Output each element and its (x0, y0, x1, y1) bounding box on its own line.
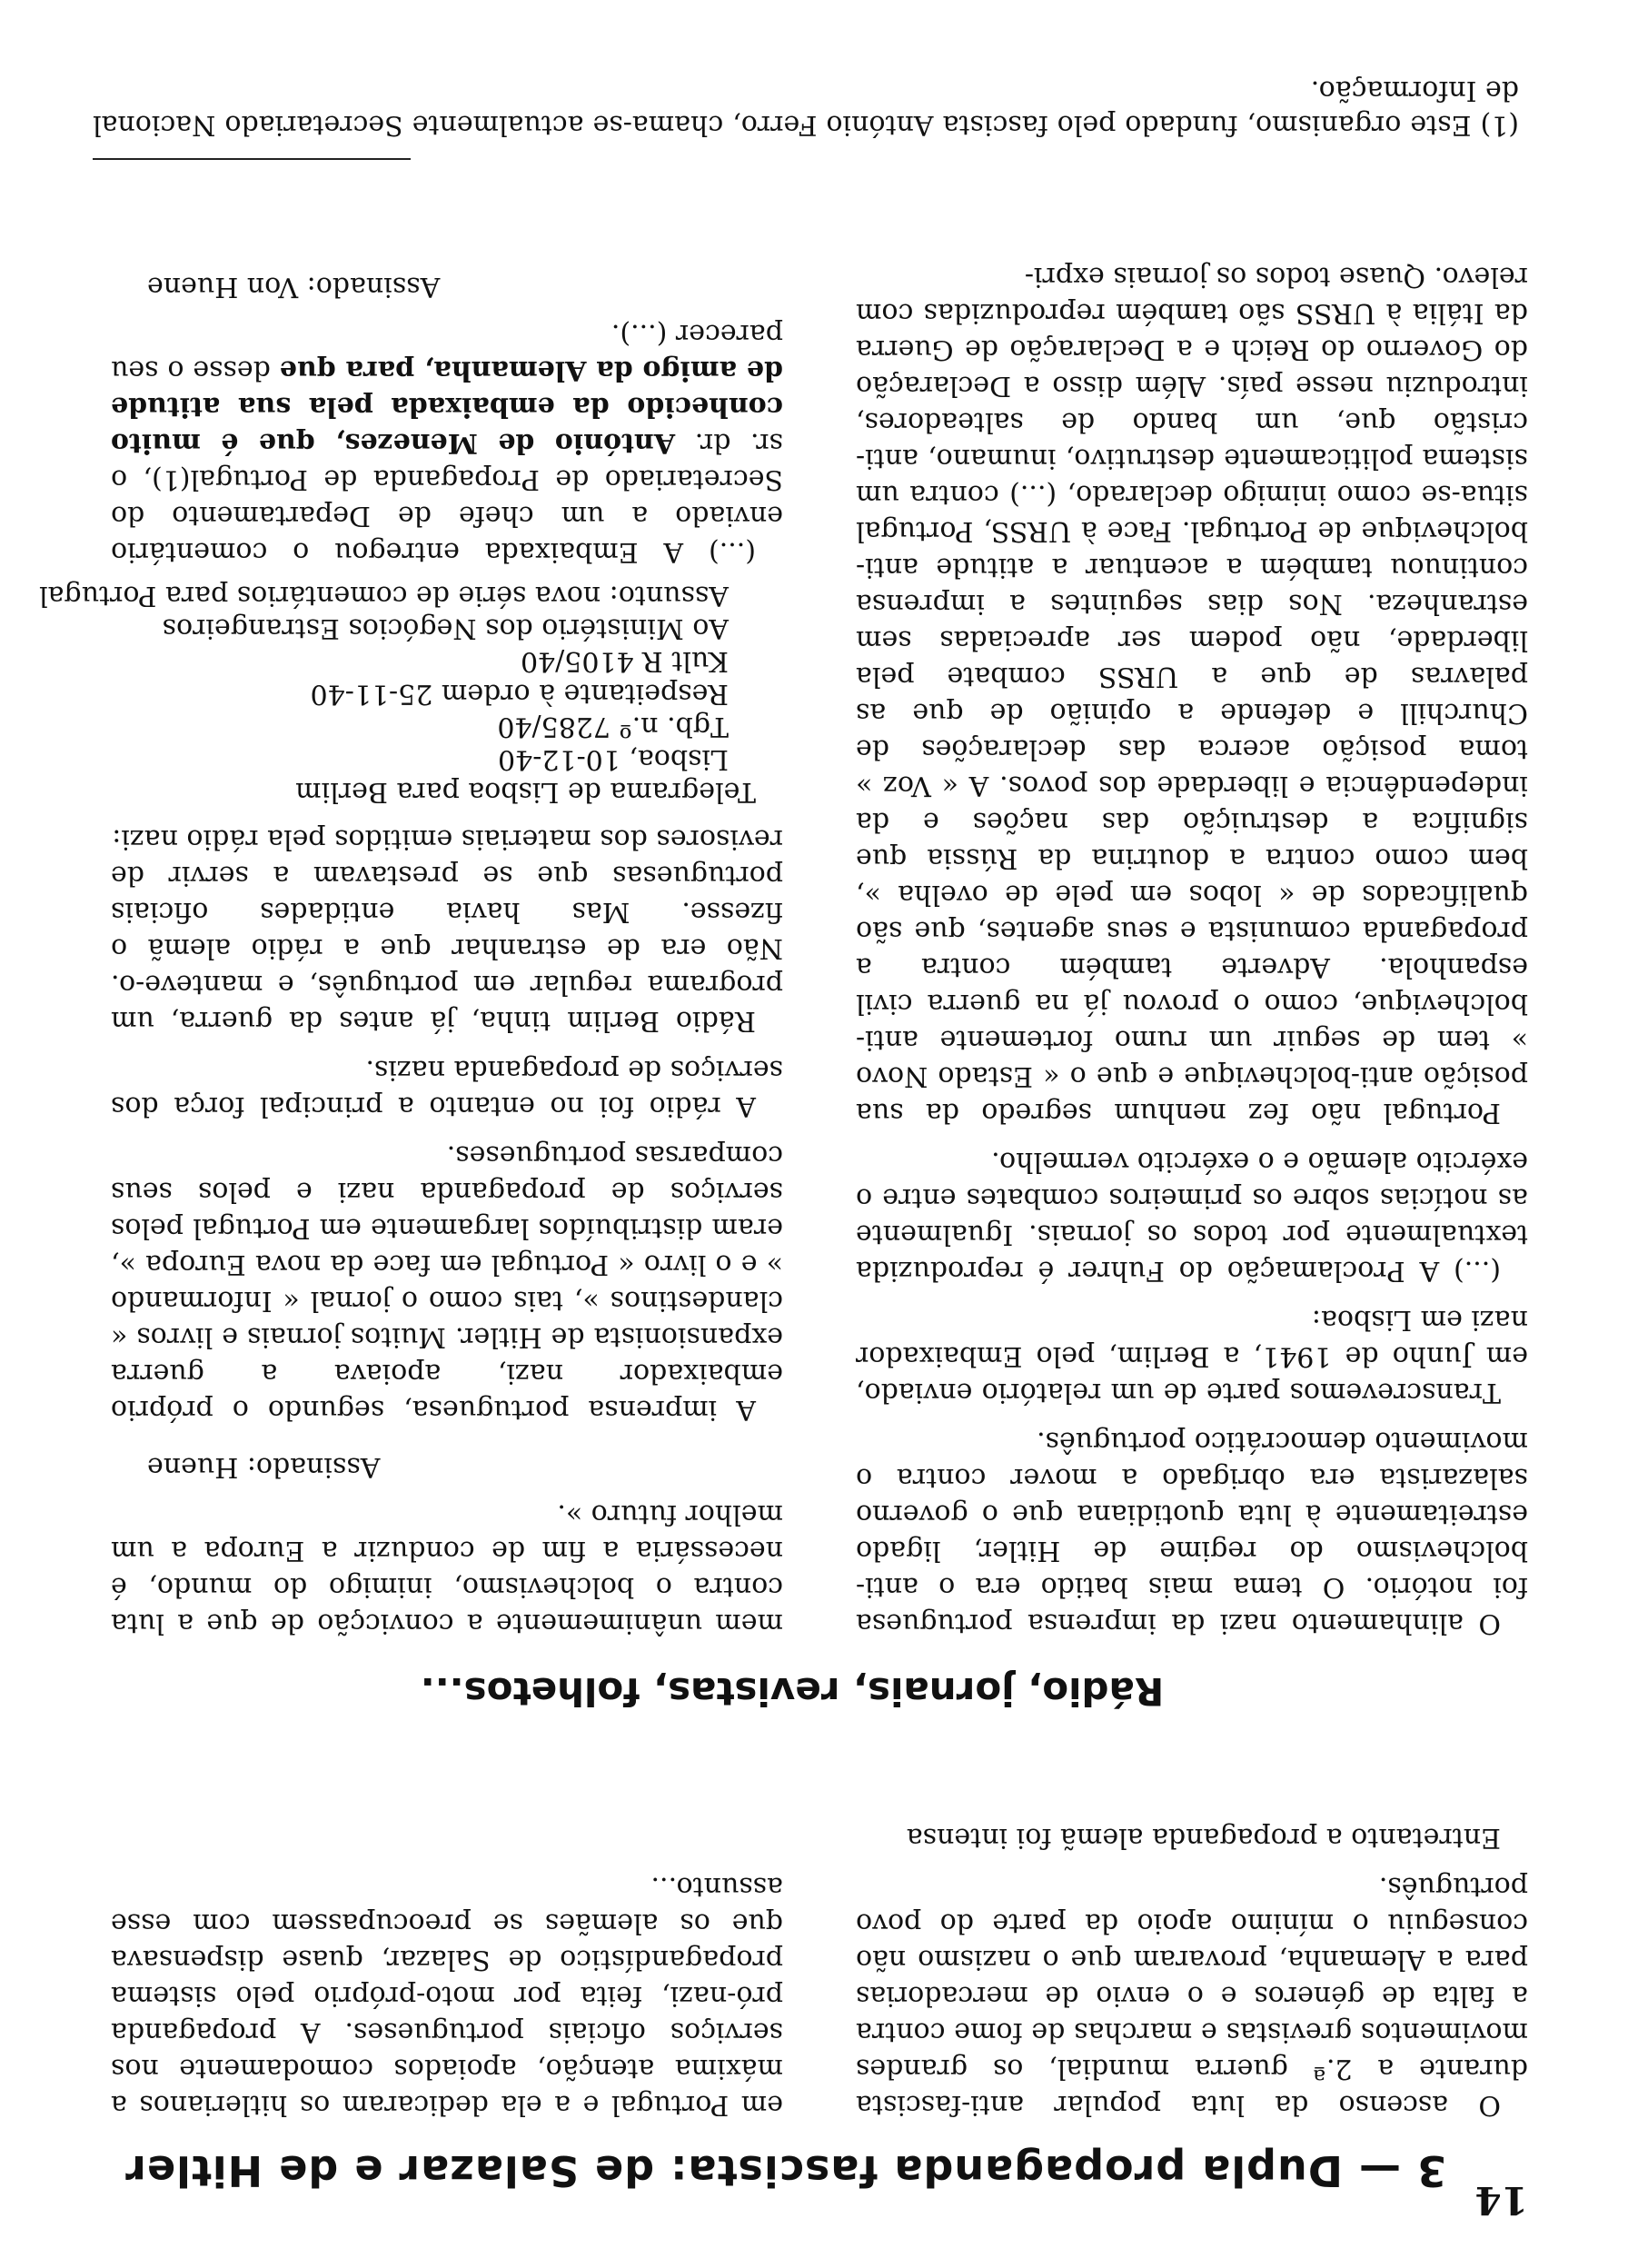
intro-right-column (111, 1855, 783, 2123)
section-title: Rádio, jornais, revistas, folhetos... (420, 1669, 1165, 1714)
telegram-line: Kult R 4105/40 (520, 645, 729, 677)
left-column (856, 245, 1528, 1641)
body-paragraph: A rádio foi no entanto a principal força dos serviços de propaganda nazis. (111, 1054, 783, 1122)
telegram-title: Telegrama de Lisboa para Berlim (295, 776, 756, 808)
quote-paragraph: Portugal não fez nenhum segredo da sua posição anti-bolchevique e que o « Estado Novo » tem de seguir um rumo fortemente anti-bolchevique, como o provou já na guerra civil espanhola. Adverte também contra a propaganda comunista e seus agentes, que são qualificados de « lobos em pele de ovelha », bem como contra a doutrina da Rússia que significa a destruição das nações e da independência e liberdade dos povos. A « Voz » toma posição acerca das declarações de Churchill e defende a opinião de que as palavras de que a URSS combate pela liberdade, não podem ser apreciadas sem estranheza. Nos dias seguintes a imprensa continuou também a acentuar a atitude anti-bolchevique de Portugal. Face à URSS, Portugal situa-se como inimigo declarado, (...) contra um sistema politicamente destrutivo, inumano, anti-cristão que, um bando de salteadores, introduziu nesse país. Além disso a Declaração do Governo do Reich e a Declaração de Guerra da Itália à URSS são também reproduzidas com relevo. Quase todos os jornais expri- (856, 261, 1528, 1129)
chapter-title: 3 — Dupla propaganda fascista: de Salazar e de Hitler (124, 2146, 1446, 2195)
telegram-line: Tgb. n.º 7285/40 (497, 711, 729, 742)
telegram-header (38, 579, 756, 808)
telegram-line: Respeitante à ordem 25-11-40 (310, 678, 729, 710)
footnote-divider (93, 158, 411, 160)
quote-paragraph: (...) A Proclamação do Fuhrer é reproduzida textualmente por todos os jornais. Igualmente as notícias sobre os primeiros combates entre o exército alemão e o exército vermelho. (856, 1146, 1528, 1287)
telegram-body-end: desse o seu parecer (...). (111, 318, 783, 386)
body-paragraph: Transcrevemos parte de um relatório enviado, em Junho de 1941, a Berlim, pelo Embaixador nazi em Lisboa: (856, 1304, 1528, 1408)
page-number: 14 (1474, 2178, 1528, 2223)
body-paragraph: mem unânimemente a convicção de que a luta contra o bolchevismo, inimigo do mundo, é necessária a fim de conduzir a Europa a um melhor futuro ». (111, 1498, 783, 1639)
signature: Assinado: Huene (147, 1451, 381, 1483)
telegram-line: Ao Ministério dos Negócios Estrangeiros (162, 612, 729, 644)
body-paragraph: Rádio Berlim tinha, já antes da guerra, um programa regular em português, e manteve-o. Não era de estranhar que a rádio alemã o fizesse. Mas havia entidades oficiais portuguesas que se prestavam a servir de revisores dos materiais emitidos pela rádio nazi: (111, 823, 783, 1037)
intro-paragraph: em Portugal e a ela dedicaram os hitlerianos a máxima atenção, apoiados comodamente nos serviços oficiais portugueses. A propaganda pró-nazi, feita por moto-próprio pelo sistema propagandístico de Salazar, quase dispensava que os alemães se preocupassem com esse assunto... (111, 1871, 783, 2121)
footnote: (1) Este organismo, fundado pelo fascista António Ferro, chama-se actualmente Secretariado Nacional de Informação. (93, 75, 1519, 141)
intro-paragraph: Entretanto a propaganda alemã foi intensa (906, 1822, 1501, 1854)
signature: Assinado: Von Huene (147, 271, 441, 303)
intro-left-column (856, 1806, 1528, 2123)
telegram-body (111, 315, 783, 570)
telegram-line: Lisboa, 10-12-40 (498, 743, 729, 775)
telegram-body-bold: António de Menezes, que é muito conhecido da embaixada pela sua atitude de amigo da Alemanha, para que (110, 354, 783, 459)
telegram-body-text: (...) A Embaixada entregou o comentário enviado a um chefe de Departamento do Secretariado de Propaganda de Portugal(1), o sr. dr. (111, 427, 783, 568)
body-paragraph: A imprensa portuguesa, segundo o próprio embaixador nazi, apoiava a guerra expansionista de Hitler. Muitos jornais e livros « clandestinos », tais como o jornal « Informando » e o livro « Portugal em face da nova Europa », eram distribuídos largamente em Portugal pelos serviços de propaganda nazi e pelos seus comparsas portugueses. (111, 1139, 783, 1426)
right-column (38, 247, 783, 1641)
body-paragraph: O alinhamento nazi da imprensa portuguesa foi notório. O tema mais batido era o anti-bolchevismo do regime de Hitler, ligado estreitamente à luta quotidiana que o governo salazarista era obrigado a mover contra o movimento democrático português. (856, 1426, 1528, 1639)
intro-paragraph: O ascenso da luta popular anti-fascista durante a 2.ª guerra mundial, os grandes movimentos grevistas e marchas de fome contra a falta de géneros e o envio de mercadorias para a Alemanha, provaram que o nazismo não conseguiu o mínimo apoio da parte do povo português. (856, 1871, 1528, 2121)
telegram-line: Assunto: nova série de comentários para Portugal (38, 580, 729, 612)
